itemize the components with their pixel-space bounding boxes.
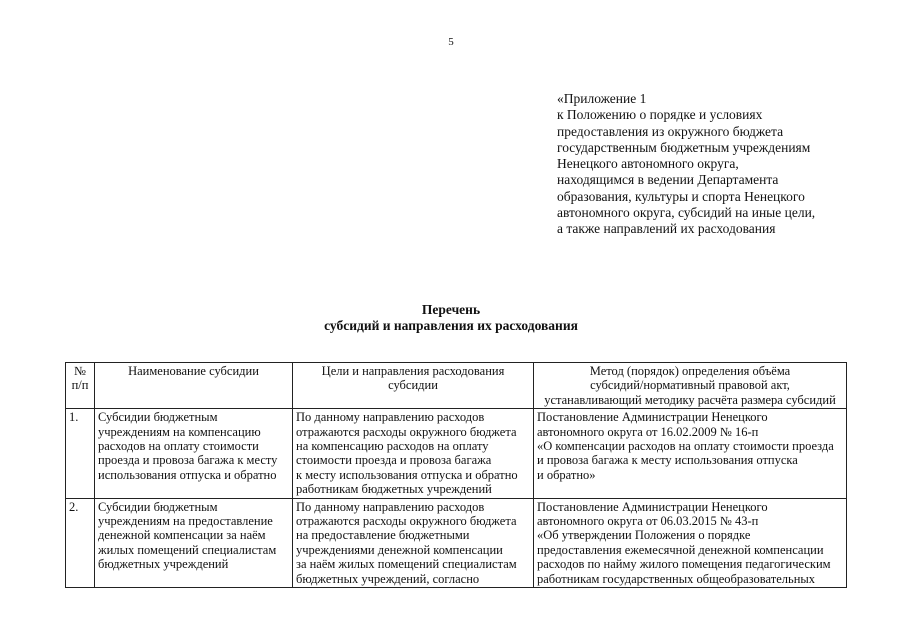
column-header [95,363,293,409]
column-header-line: субсидий/нормативный правовой акт, [590,378,790,393]
cell-line: бюджетных учреждений [98,557,229,572]
cell-line: «О компенсации расходов на оплату стоимости проезда [537,439,834,454]
column-header-line: п/п [71,378,89,393]
cell-line: работникам государственных общеобразовательных [537,571,816,586]
appendix-line: а также направлений их расходования [557,221,776,237]
cell-line: и обратно» [537,467,596,482]
appendix-header [557,91,887,238]
appendix-line: предоставления из окружного бюджета [557,123,784,139]
column-header [66,363,95,409]
column-header-line: Наименование субсидии [128,364,259,378]
cell-line: По данному направлению расходов [296,499,485,514]
cell-line: расходов по найму жилого помещения педагогическим [537,557,831,572]
cell-line: жилых помещений специалистам [98,542,277,557]
cell-line: отражаются расходы окружного бюджета [296,514,517,529]
column-header-line: субсидии [388,378,438,393]
cell-line: Субсидии бюджетным [98,410,218,425]
column-header-line: № [74,364,86,378]
cell-line: на предоставление бюджетными [296,528,470,543]
cell-line: автономного округа от 16.02.2009 № 16-п [537,424,759,439]
cell-line: стоимости проезда и провоза багажа [296,453,492,468]
subsidies-table [65,362,847,588]
column-header-line: Метод (порядок) определения объёма [589,364,791,378]
column-header-line: устанавливающий методику расчёта размера субсидий [544,392,836,407]
page-number: 5 [448,36,454,48]
table-row [66,409,847,498]
subsidy-name-cell [95,498,293,587]
title-line: субсидий и направления их расходования [324,318,578,333]
subsidy-purpose-cell [293,498,534,587]
cell-line: на компенсацию расходов на оплату [296,439,489,454]
cell-line: Постановление Администрации Ненецкого [537,410,768,425]
subsidy-method-cell [534,498,847,587]
cell-line: использования отпуска и обратно [98,467,277,482]
title-line: Перечень [421,302,481,317]
cell-line: бюджетных учреждений, согласно [296,571,480,586]
cell-line: учреждениями денежной компенсации [296,542,503,557]
cell-line: «Об утверждении Положения о порядке [537,528,751,543]
subsidy-method-cell [534,409,847,498]
cell-line: учреждениям на предоставление [98,514,273,529]
appendix-line: образования, культуры и спорта Ненецкого [557,188,805,204]
cell-line: отражаются расходы окружного бюджета [296,424,517,439]
row-number: 2. [66,498,95,587]
cell-line: за наём жилых помещений специалистам [296,557,517,572]
column-header-line: Цели и направления расходования [321,364,505,378]
appendix-line: государственным бюджетным учреждениям [557,139,811,155]
cell-line: расходов на оплату стоимости [98,439,259,454]
cell-line: Субсидии бюджетным [98,499,218,514]
cell-line: предоставления ежемесячной денежной компенсации [537,542,824,557]
subsidy-purpose-cell [293,409,534,498]
cell-line: Постановление Администрации Ненецкого [537,499,768,514]
cell-line: денежной компенсации за наём [98,528,266,543]
appendix-line: к Положению о порядке и условиях [557,107,763,123]
table-header-row [66,363,847,409]
cell-line: учреждениям на компенсацию [98,424,261,439]
cell-line: работникам бюджетных учреждений [296,482,492,497]
appendix-line: находящимся в ведении Департамента [557,172,779,188]
cell-line: По данному направлению расходов [296,410,485,425]
appendix-line: «Приложение 1 [557,91,647,106]
document-title [0,302,902,334]
column-header [293,363,534,409]
cell-line: автономного округа от 06.03.2015 № 43-п [537,514,759,529]
column-header [534,363,847,409]
appendix-line: Ненецкого автономного округа, [557,156,739,172]
table-row [66,498,847,587]
cell-line: проезда и провоза багажа к месту [98,453,278,468]
subsidy-name-cell [95,409,293,498]
cell-line: к месту использования отпуска и обратно [296,467,518,482]
row-number: 1. [66,409,95,498]
appendix-line: автономного округа, субсидий на иные цели, [557,205,816,221]
cell-line: и провоза багажа к месту использования отпуска [537,453,798,468]
